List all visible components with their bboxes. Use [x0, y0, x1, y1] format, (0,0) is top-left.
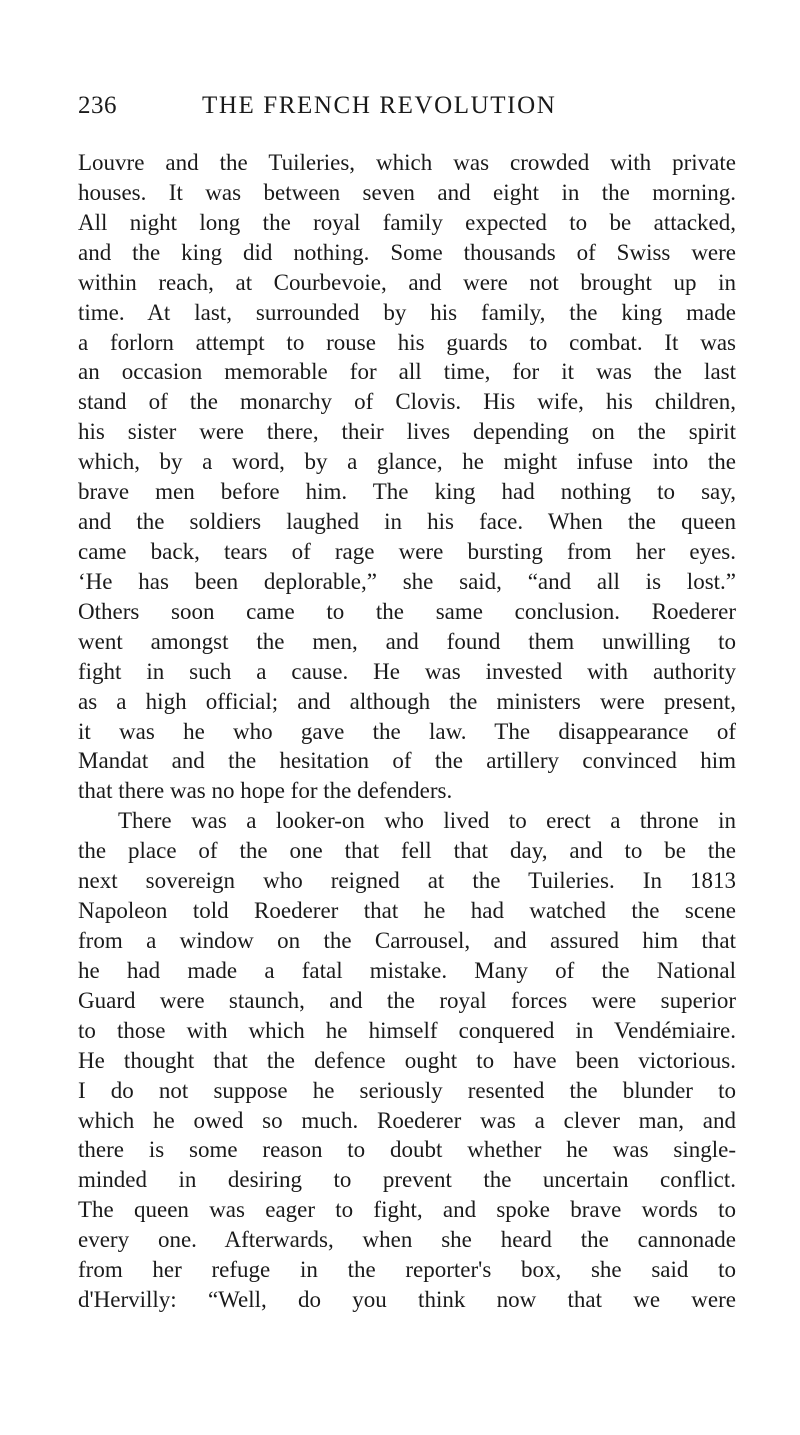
text-line: which he owed so much. Roederer was a clever man, and — [78, 1107, 736, 1133]
text-line: from a window on the Carrousel, and assured him that — [78, 927, 736, 953]
text-line: went amongst the men, and found them unwilling to — [78, 628, 736, 654]
text-line: I do not suppose he seriously resented the blunder to — [78, 1077, 736, 1103]
text-line: next sovereign who reigned at the Tuileries. In 1813 — [78, 868, 736, 894]
text-line: Others soon came to the same conclusion. Roederer — [78, 598, 736, 624]
text-line: time. At last, surrounded by his family, the king made — [78, 299, 736, 325]
text-line: and the king did nothing. Some thousands of Swiss were — [78, 239, 736, 265]
text-line: there is some reason to doubt whether he was single- — [78, 1137, 736, 1163]
running-head — [78, 92, 738, 128]
text-line: The queen was eager to fight, and spoke brave words to — [78, 1197, 736, 1223]
text-line: minded in desiring to prevent the uncertain conflict. — [78, 1167, 736, 1193]
paragraph-1 — [78, 148, 736, 806]
text-line: he had made a fatal mistake. Many of the National — [78, 957, 736, 983]
text-line: All night long the royal family expected to be attacked, — [78, 209, 736, 235]
text-line: a forlorn attempt to rouse his guards to combat. It was — [78, 329, 736, 355]
text-line: Guard were staunch, and the royal forces were superior — [78, 987, 736, 1013]
text-line: brave men before him. The king had nothing to say, — [78, 479, 736, 505]
paragraph-2 — [78, 806, 736, 1315]
text-line: his sister were there, their lives depending on the spirit — [78, 419, 736, 445]
text-line: as a high official; and although the ministers were present, — [78, 688, 736, 714]
text-line: to those with which he himself conquered in Vendémiaire. — [78, 1017, 736, 1043]
book-title: THE FRENCH REVOLUTION — [202, 92, 557, 119]
text-line: every one. Afterwards, when she heard the cannonade — [78, 1227, 736, 1253]
text-line: an occasion memorable for all time, for it was the last — [78, 359, 736, 385]
text-line: and the soldiers laughed in his face. When the queen — [78, 509, 736, 535]
body-text — [78, 148, 736, 1315]
text-line: d'Hervilly: “Well, do you think now that we were — [78, 1287, 736, 1313]
page-number: 236 — [78, 92, 117, 119]
text-line: from her refuge in the reporter's box, she said to — [78, 1257, 736, 1283]
text-line: There was a looker-on who lived to erect a throne in — [118, 808, 736, 834]
text-line: came back, tears of rage were bursting from her eyes. — [78, 538, 736, 564]
text-line: it was he who gave the law. The disappearance of — [78, 718, 736, 744]
text-line: Napoleon told Roederer that he had watched the scene — [78, 898, 736, 924]
text-line: Mandat and the hesitation of the artillery convinced him — [78, 748, 736, 774]
text-line: Louvre and the Tuileries, which was crowded with private — [78, 150, 736, 175]
text-line: that there was no hope for the defenders. — [78, 778, 453, 804]
text-line: stand of the monarchy of Clovis. His wife, his children, — [78, 389, 736, 415]
text-line: houses. It was between seven and eight in the morning. — [78, 179, 736, 205]
text-line: which, by a word, by a glance, he might infuse into the — [78, 449, 736, 475]
text-line: the place of the one that fell that day, and to be the — [78, 838, 736, 864]
text-line: fight in such a cause. He was invested with authority — [78, 658, 736, 684]
text-line: ‘He has been deplorable,” she said, “and all is lost.” — [78, 568, 736, 594]
text-line: He thought that the defence ought to have been victorious. — [78, 1047, 736, 1073]
text-line: within reach, at Courbevoie, and were not brought up in — [78, 269, 736, 295]
